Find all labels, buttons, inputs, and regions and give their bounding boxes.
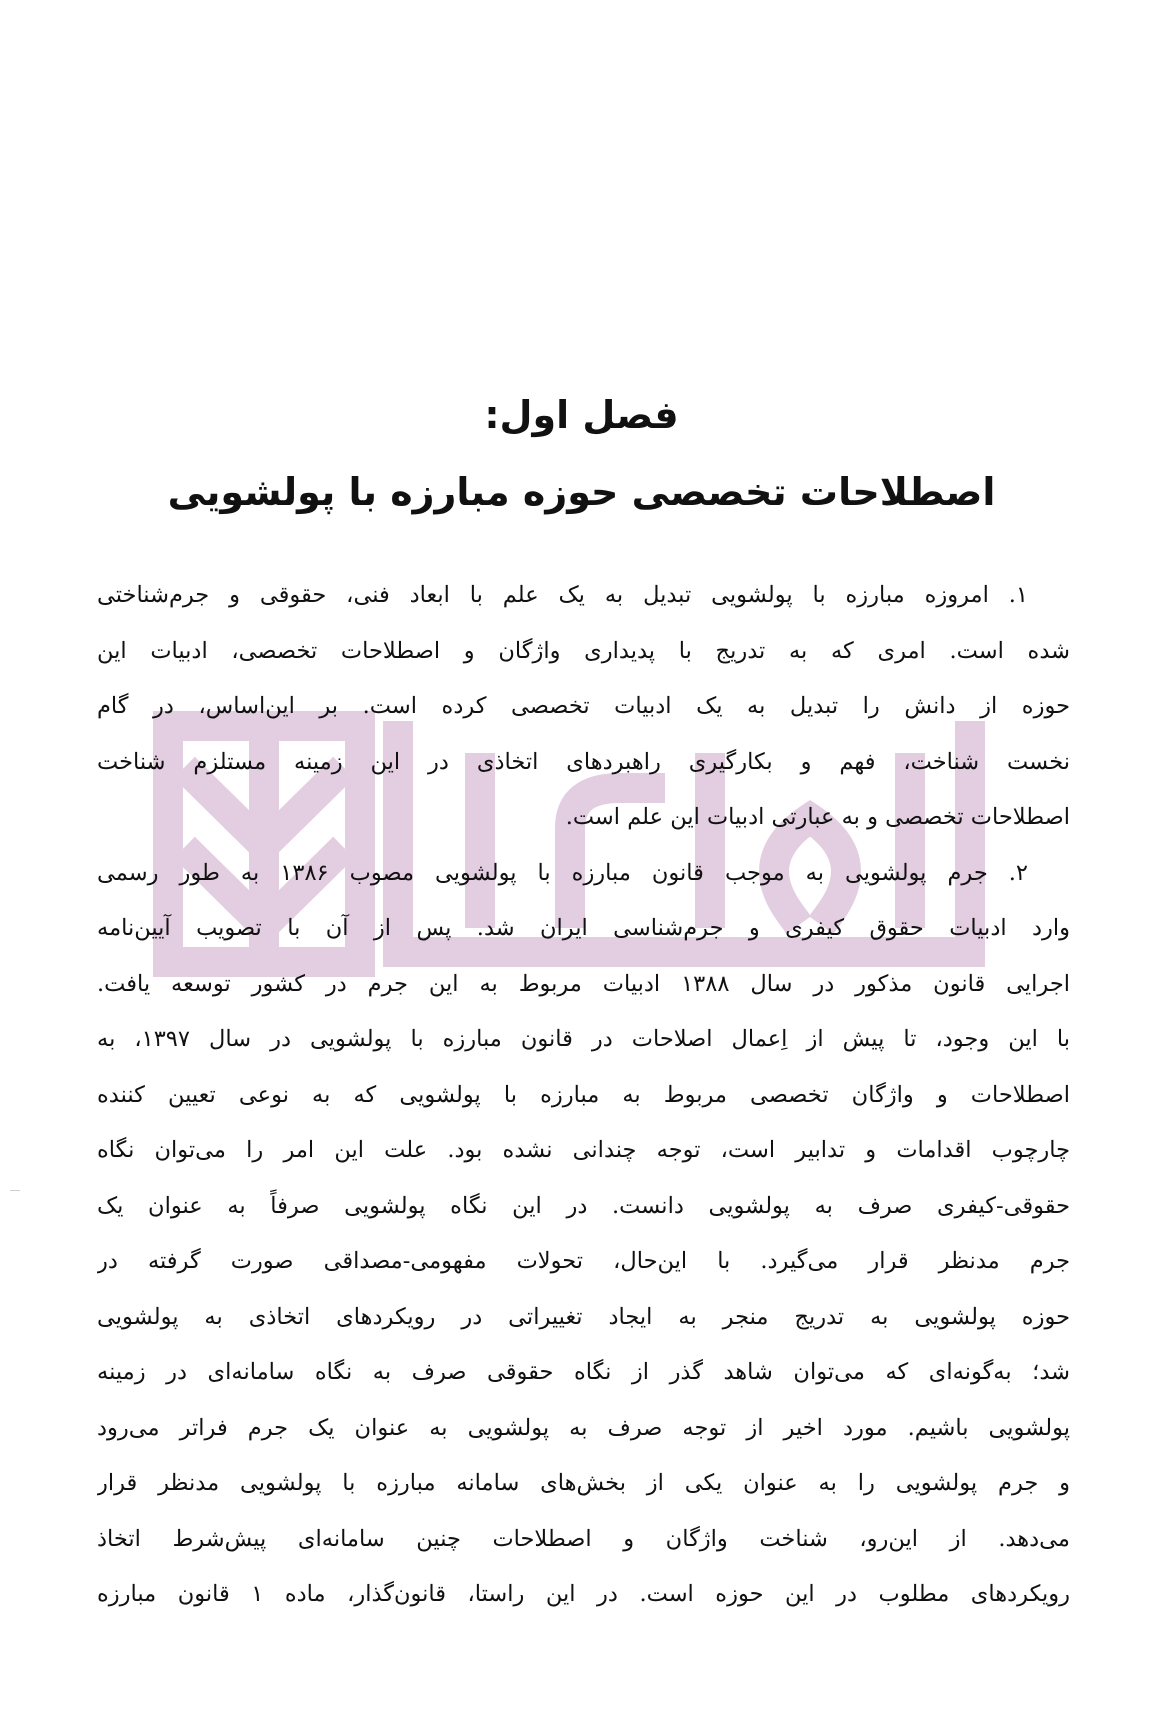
paragraph-2 — [97, 846, 1070, 1623]
paragraph-line: جرم مدنظر قرار می‌گیرد. با این‌حال، تحولات مفهومی-مصداقی صورت گرفته در — [97, 1248, 1070, 1274]
chapter-label: فصل اول: — [484, 393, 679, 437]
paragraph-1 — [97, 568, 1070, 846]
paragraph-line: ۲. جرم پولشویی به موجب قانون مبارزه با پولشویی مصوب ۱۳۸۶ به طور رسمی — [97, 859, 1028, 886]
paragraph-line: نخست شناخت، فهم و بکارگیری راهبردهای اتخاذی در این زمینه مستلزم شناخت — [97, 748, 1070, 775]
paragraph-line: حقوقی-کیفری صرف به پولشویی دانست. در این نگاه پولشویی صرفاً به عنوان یک — [97, 1192, 1070, 1219]
body-text — [97, 568, 1070, 1623]
paragraph-line: شده است. امری که به تدریج با پدیداری واژگان و اصطلاحات تخصصی، ادبیات این — [97, 637, 1070, 664]
margin-mark — [10, 1190, 20, 1191]
paragraph-line: شد؛ به‌گونه‌ای که می‌توان شاهد گذر از نگاه حقوقی صرف به نگاه سامانه‌ای در زمینه — [97, 1359, 1070, 1385]
paragraph-line: و جرم پولشویی را به عنوان یکی از بخش‌های سامانه مبارزه با پولشویی مدنظر قرار — [97, 1470, 1070, 1496]
paragraph-line: وارد ادبیات حقوق کیفری و جرم‌شناسی ایران شد. پس از آن با تصویب آیین‌نامه — [97, 915, 1070, 941]
paragraph-line: ۱. امروزه مبارزه با پولشویی تبدیل به یک علم با ابعاد فنی، حقوقی و جرم‌شناختی — [97, 582, 1028, 608]
paragraph-line: اصطلاحات تخصصی و به عبارتی ادبیات این علم است. — [565, 804, 1070, 830]
paragraph-line: با این وجود، تا پیش از اِعمال اصلاحات در قانون مبارزه با پولشویی در سال ۱۳۹۷، به — [97, 1026, 1070, 1052]
paragraph-line: حوزه پولشویی به تدریج منجر به ایجاد تغییراتی در رویکردهای اتخاذی به پولشویی — [97, 1303, 1070, 1330]
paragraph-line: می‌دهد. از این‌رو، شناخت واژگان و اصطلاحات چنین سامانه‌ای پیش‌شرط اتخاذ — [97, 1525, 1070, 1552]
paragraph-line: پولشویی باشیم. مورد اخیر از توجه صرف به پولشویی به عنوان یک جرم فراتر می‌رود — [97, 1414, 1070, 1441]
paragraph-line: حوزه از دانش را تبدیل به یک ادبیات تخصصی کرده است. بر این‌اساس، در گام — [97, 693, 1070, 719]
paragraph-line: اجرایی قانون مذکور در سال ۱۳۸۸ ادبیات مربوط به این جرم در کشور توسعه یافت. — [97, 970, 1070, 997]
paragraph-line: اصطلاحات و واژگان تخصصی مربوط به مبارزه با پولشویی که به نوعی تعیین کننده — [97, 1081, 1070, 1108]
paragraph-line: چارچوب اقدامات و تدابیر است، توجه چندانی نشده بود. علت این امر را می‌توان نگاه — [97, 1137, 1070, 1163]
chapter-title: اصطلاحات تخصصی حوزه مبارزه با پولشویی — [167, 470, 996, 514]
paragraph-line: رویکردهای مطلوب در این حوزه است. در این راستا، قانون‌گذار، ماده ۱ قانون مبارزه — [97, 1581, 1070, 1607]
